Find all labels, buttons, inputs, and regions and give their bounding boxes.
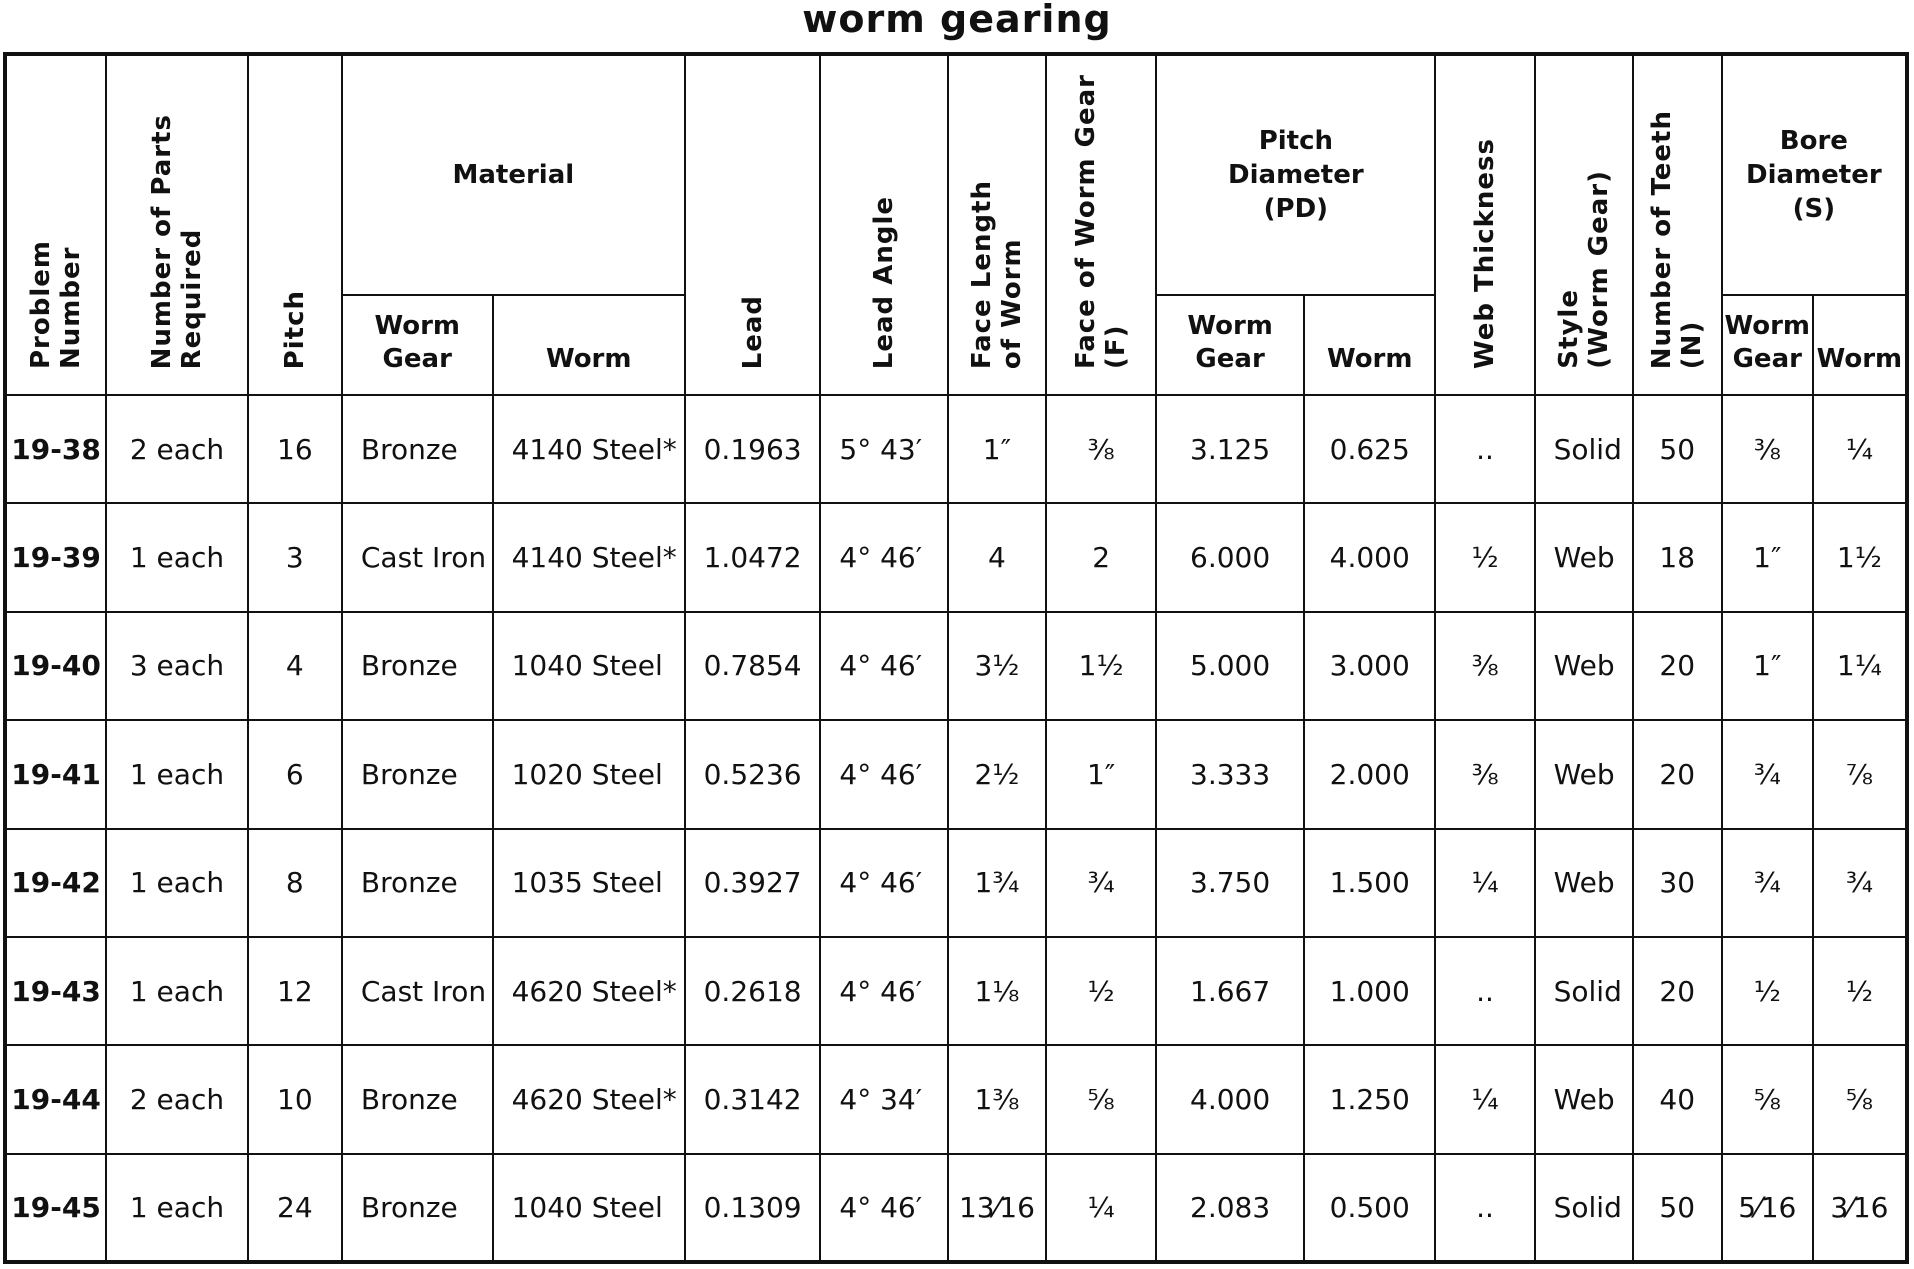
lead-cell: 1.0472: [685, 503, 821, 611]
face-length-worm-cell: 4: [948, 503, 1046, 611]
bore-worm-gear-cell: ¾: [1722, 720, 1813, 828]
parts-required-cell: 3 each: [106, 612, 248, 720]
number-of-teeth-cell: 40: [1633, 1045, 1722, 1153]
parts-required-cell: 1 each: [106, 503, 248, 611]
web-thickness-cell: ..: [1435, 937, 1534, 1045]
pd-worm-gear-cell: 5.000: [1156, 612, 1304, 720]
pitch-cell: 16: [248, 395, 342, 503]
problem-number-cell: 19-41: [5, 720, 106, 828]
lead-angle-cell: 4° 46′: [820, 1154, 947, 1262]
worm-material-cell: 1035 Steel: [493, 829, 685, 937]
problem-number-cell: 19-42: [5, 829, 106, 937]
lead-angle-cell: 4° 46′: [820, 503, 947, 611]
style-cell: Solid: [1535, 1154, 1633, 1262]
pd-worm-cell: 4.000: [1304, 503, 1436, 611]
problem-number-cell: 19-39: [5, 503, 106, 611]
pd-worm-cell: 1.250: [1304, 1045, 1436, 1153]
number-of-teeth-cell: 18: [1633, 503, 1722, 611]
web-thickness-cell: ¼: [1435, 1045, 1534, 1153]
number-of-teeth-cell: 20: [1633, 720, 1722, 828]
number-of-teeth-cell: 50: [1633, 1154, 1722, 1262]
style-cell: Web: [1535, 1045, 1633, 1153]
number-of-teeth-cell: 30: [1633, 829, 1722, 937]
number-of-teeth-cell: 50: [1633, 395, 1722, 503]
worm-material-cell: 4140 Steel*: [493, 503, 685, 611]
pd-worm-cell: 2.000: [1304, 720, 1436, 828]
worm-material-cell: 1020 Steel: [493, 720, 685, 828]
face-worm-gear-cell: ½: [1046, 937, 1156, 1045]
face-worm-gear-cell: 1″: [1046, 720, 1156, 828]
lead-angle-cell: 5° 43′: [820, 395, 947, 503]
worm-gear-material-cell: Bronze: [342, 395, 493, 503]
table-row: [5, 1154, 1907, 1262]
style-cell: Solid: [1535, 395, 1633, 503]
header-pitch-diameter: Pitch Diameter (PD): [1156, 54, 1435, 295]
pitch-cell: 24: [248, 1154, 342, 1262]
bore-worm-gear-cell: 1″: [1722, 612, 1813, 720]
bore-worm-cell: 3⁄16: [1813, 1154, 1907, 1262]
table-row: [5, 937, 1907, 1045]
face-worm-gear-cell: 2: [1046, 503, 1156, 611]
worm-gear-material-cell: Bronze: [342, 1154, 493, 1262]
header-style: Style (Worm Gear): [1535, 54, 1633, 395]
bore-worm-cell: ⅝: [1813, 1045, 1907, 1153]
page-title: worm gearing: [802, 0, 1112, 41]
table-row: [5, 395, 1907, 503]
worm-material-cell: 1040 Steel: [493, 612, 685, 720]
header-material: Material: [342, 54, 685, 295]
problem-number-cell: 19-38: [5, 395, 106, 503]
face-worm-gear-cell: ¾: [1046, 829, 1156, 937]
lead-angle-cell: 4° 46′: [820, 829, 947, 937]
style-cell: Web: [1535, 503, 1633, 611]
lead-angle-cell: 4° 46′: [820, 720, 947, 828]
header-bore-worm-gear: Worm Gear: [1722, 295, 1813, 395]
header-lead-angle: Lead Angle: [820, 54, 947, 395]
face-length-worm-cell: 1⅜: [948, 1045, 1046, 1153]
bore-worm-gear-cell: ⅜: [1722, 395, 1813, 503]
header-face-worm-gear: Face of Worm Gear (F): [1046, 54, 1156, 395]
table-row: [5, 1045, 1907, 1153]
parts-required-cell: 2 each: [106, 395, 248, 503]
table-body: [5, 395, 1907, 1262]
face-length-worm-cell: 1⅛: [948, 937, 1046, 1045]
bore-worm-cell: 1½: [1813, 503, 1907, 611]
face-length-worm-cell: 3½: [948, 612, 1046, 720]
pd-worm-gear-cell: 3.125: [1156, 395, 1304, 503]
face-worm-gear-cell: 1½: [1046, 612, 1156, 720]
pd-worm-gear-cell: 2.083: [1156, 1154, 1304, 1262]
header-face-length-worm: Face Length of Worm: [948, 54, 1046, 395]
bore-worm-cell: 1¼: [1813, 612, 1907, 720]
lead-cell: 0.1963: [685, 395, 821, 503]
bore-worm-gear-cell: ¾: [1722, 829, 1813, 937]
lead-cell: 0.2618: [685, 937, 821, 1045]
lead-cell: 0.1309: [685, 1154, 821, 1262]
table-row: [5, 720, 1907, 828]
style-cell: Solid: [1535, 937, 1633, 1045]
worm-gear-material-cell: Bronze: [342, 829, 493, 937]
bore-worm-cell: ⅞: [1813, 720, 1907, 828]
parts-required-cell: 1 each: [106, 720, 248, 828]
lead-angle-cell: 4° 46′: [820, 612, 947, 720]
face-length-worm-cell: 1¾: [948, 829, 1046, 937]
pd-worm-gear-cell: 6.000: [1156, 503, 1304, 611]
worm-gear-material-cell: Cast Iron: [342, 937, 493, 1045]
header-parts-required: Number of Parts Required: [106, 54, 248, 395]
header-pd-worm: Worm: [1304, 295, 1436, 395]
table-row: [5, 612, 1907, 720]
worm-gear-material-cell: Bronze: [342, 1045, 493, 1153]
bore-worm-cell: ¼: [1813, 395, 1907, 503]
problem-number-cell: 19-43: [5, 937, 106, 1045]
lead-cell: 0.3142: [685, 1045, 821, 1153]
bore-worm-gear-cell: ⅝: [1722, 1045, 1813, 1153]
pd-worm-cell: 1.500: [1304, 829, 1436, 937]
style-cell: Web: [1535, 720, 1633, 828]
header-web-thickness: Web Thickness: [1435, 54, 1534, 395]
header-pd-worm-gear: Worm Gear: [1156, 295, 1304, 395]
number-of-teeth-cell: 20: [1633, 612, 1722, 720]
worm-material-cell: 4140 Steel*: [493, 395, 685, 503]
pd-worm-gear-cell: 3.333: [1156, 720, 1304, 828]
face-worm-gear-cell: ¼: [1046, 1154, 1156, 1262]
header-bore-diameter: Bore Diameter (S): [1722, 54, 1907, 295]
pitch-cell: 6: [248, 720, 342, 828]
pitch-cell: 3: [248, 503, 342, 611]
pd-worm-cell: 0.500: [1304, 1154, 1436, 1262]
pitch-cell: 8: [248, 829, 342, 937]
lead-angle-cell: 4° 34′: [820, 1045, 947, 1153]
face-length-worm-cell: 1″: [948, 395, 1046, 503]
problem-number-cell: 19-40: [5, 612, 106, 720]
style-cell: Web: [1535, 612, 1633, 720]
worm-material-cell: 1040 Steel: [493, 1154, 685, 1262]
table-row: [5, 829, 1907, 937]
pd-worm-cell: 1.000: [1304, 937, 1436, 1045]
pitch-cell: 12: [248, 937, 342, 1045]
parts-required-cell: 1 each: [106, 829, 248, 937]
worm-material-cell: 4620 Steel*: [493, 937, 685, 1045]
pd-worm-cell: 3.000: [1304, 612, 1436, 720]
web-thickness-cell: ⅜: [1435, 612, 1534, 720]
lead-cell: 0.5236: [685, 720, 821, 828]
worm-gear-material-cell: Bronze: [342, 612, 493, 720]
bore-worm-gear-cell: 5⁄16: [1722, 1154, 1813, 1262]
worm-gearing-table: [3, 52, 1909, 1264]
web-thickness-cell: ½: [1435, 503, 1534, 611]
face-worm-gear-cell: ⅝: [1046, 1045, 1156, 1153]
header-lead: Lead: [685, 54, 821, 395]
face-worm-gear-cell: ⅜: [1046, 395, 1156, 503]
parts-required-cell: 1 each: [106, 1154, 248, 1262]
web-thickness-cell: ..: [1435, 1154, 1534, 1262]
worm-gear-material-cell: Bronze: [342, 720, 493, 828]
style-cell: Web: [1535, 829, 1633, 937]
lead-cell: 0.3927: [685, 829, 821, 937]
parts-required-cell: 1 each: [106, 937, 248, 1045]
header-material-worm-gear: Worm Gear: [342, 295, 493, 395]
bore-worm-gear-cell: ½: [1722, 937, 1813, 1045]
table-row: [5, 503, 1907, 611]
face-length-worm-cell: 13⁄16: [948, 1154, 1046, 1262]
header-pitch: Pitch: [248, 54, 342, 395]
web-thickness-cell: ⅜: [1435, 720, 1534, 828]
bore-worm-cell: ¾: [1813, 829, 1907, 937]
face-length-worm-cell: 2½: [948, 720, 1046, 828]
lead-cell: 0.7854: [685, 612, 821, 720]
pd-worm-gear-cell: 3.750: [1156, 829, 1304, 937]
pd-worm-gear-cell: 1.667: [1156, 937, 1304, 1045]
problem-number-cell: 19-44: [5, 1045, 106, 1153]
header-problem-number: Problem Number: [5, 54, 106, 395]
pitch-cell: 10: [248, 1045, 342, 1153]
lead-angle-cell: 4° 46′: [820, 937, 947, 1045]
web-thickness-cell: ¼: [1435, 829, 1534, 937]
worm-gear-material-cell: Cast Iron: [342, 503, 493, 611]
header-bore-worm: Worm: [1813, 295, 1907, 395]
number-of-teeth-cell: 20: [1633, 937, 1722, 1045]
bore-worm-gear-cell: 1″: [1722, 503, 1813, 611]
pd-worm-cell: 0.625: [1304, 395, 1436, 503]
web-thickness-cell: ..: [1435, 395, 1534, 503]
bore-worm-cell: ½: [1813, 937, 1907, 1045]
header-material-worm: Worm: [493, 295, 685, 395]
header-number-of-teeth: Number of Teeth (N): [1633, 54, 1722, 395]
parts-required-cell: 2 each: [106, 1045, 248, 1153]
problem-number-cell: 19-45: [5, 1154, 106, 1262]
pitch-cell: 4: [248, 612, 342, 720]
worm-material-cell: 4620 Steel*: [493, 1045, 685, 1153]
pd-worm-gear-cell: 4.000: [1156, 1045, 1304, 1153]
